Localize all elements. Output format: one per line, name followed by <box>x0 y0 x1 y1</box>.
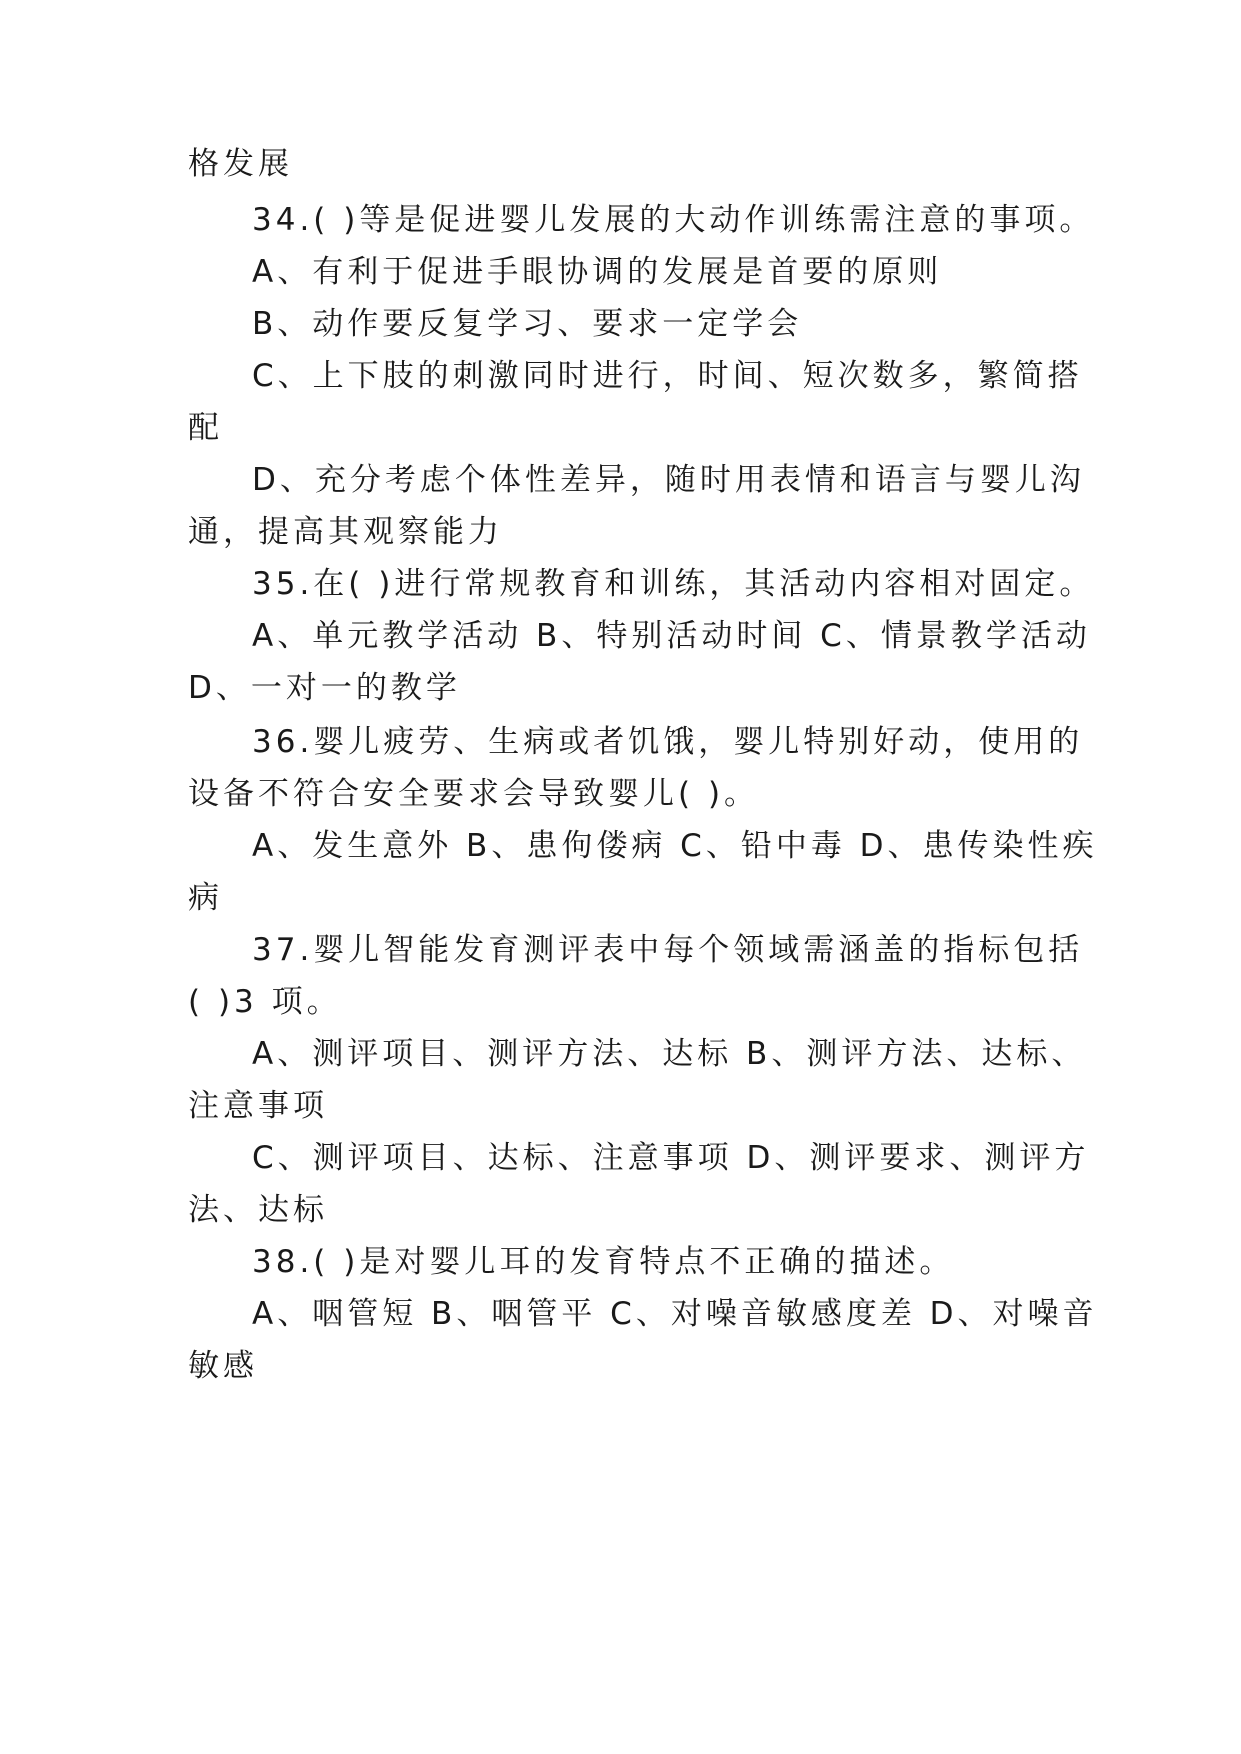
option-34-b: B、动作要反复学习、要求一定学会 <box>252 306 803 342</box>
options-36: A、发生意外 B、患佝偻病 C、铅中毒 D、患传染性疾 <box>252 828 1098 864</box>
question-38: 38.( )是对婴儿耳的发育特点不正确的描述。 <box>252 1244 955 1280</box>
text-line: 通，提高其观察能力 <box>188 514 503 550</box>
text-line: 格发展 <box>188 146 293 182</box>
question-34: 34.( )等是促进婴儿发展的大动作训练需注意的事项。 <box>252 202 1095 238</box>
question-36: 36.婴儿疲劳、生病或者饥饿，婴儿特别好动，使用的 <box>252 724 1084 760</box>
text-line: ( )3 项。 <box>188 984 342 1020</box>
text-line: 敏感 <box>188 1348 258 1384</box>
option-34-d: D、充分考虑个体性差异，随时用表情和语言与婴儿沟 <box>252 462 1085 498</box>
option-34-a: A、有利于促进手眼协调的发展是首要的原则 <box>252 254 943 290</box>
text-line: 配 <box>188 410 223 446</box>
option-34-c: C、上下肢的刺激同时进行，时间、短次数多，繁简搭 <box>252 358 1083 394</box>
options-35: A、单元教学活动 B、特别活动时间 C、情景教学活动 <box>252 618 1091 654</box>
question-35: 35.在( )进行常规教育和训练，其活动内容相对固定。 <box>252 566 1095 602</box>
options-37-ab: A、测评项目、测评方法、达标 B、测评方法、达标、 <box>252 1036 1087 1072</box>
text-line: D、一对一的教学 <box>188 670 461 706</box>
text-line: 法、达标 <box>188 1192 328 1228</box>
options-37-cd: C、测评项目、达标、注意事项 D、测评要求、测评方 <box>252 1140 1090 1176</box>
options-38: A、咽管短 B、咽管平 C、对噪音敏感度差 D、对噪音 <box>252 1296 1098 1332</box>
text-line: 病 <box>188 880 223 916</box>
question-37: 37.婴儿智能发育测评表中每个领域需涵盖的指标包括 <box>252 932 1084 968</box>
text-line: 设备不符合安全要求会导致婴儿( )。 <box>188 776 760 812</box>
text-line: 注意事项 <box>188 1088 328 1124</box>
